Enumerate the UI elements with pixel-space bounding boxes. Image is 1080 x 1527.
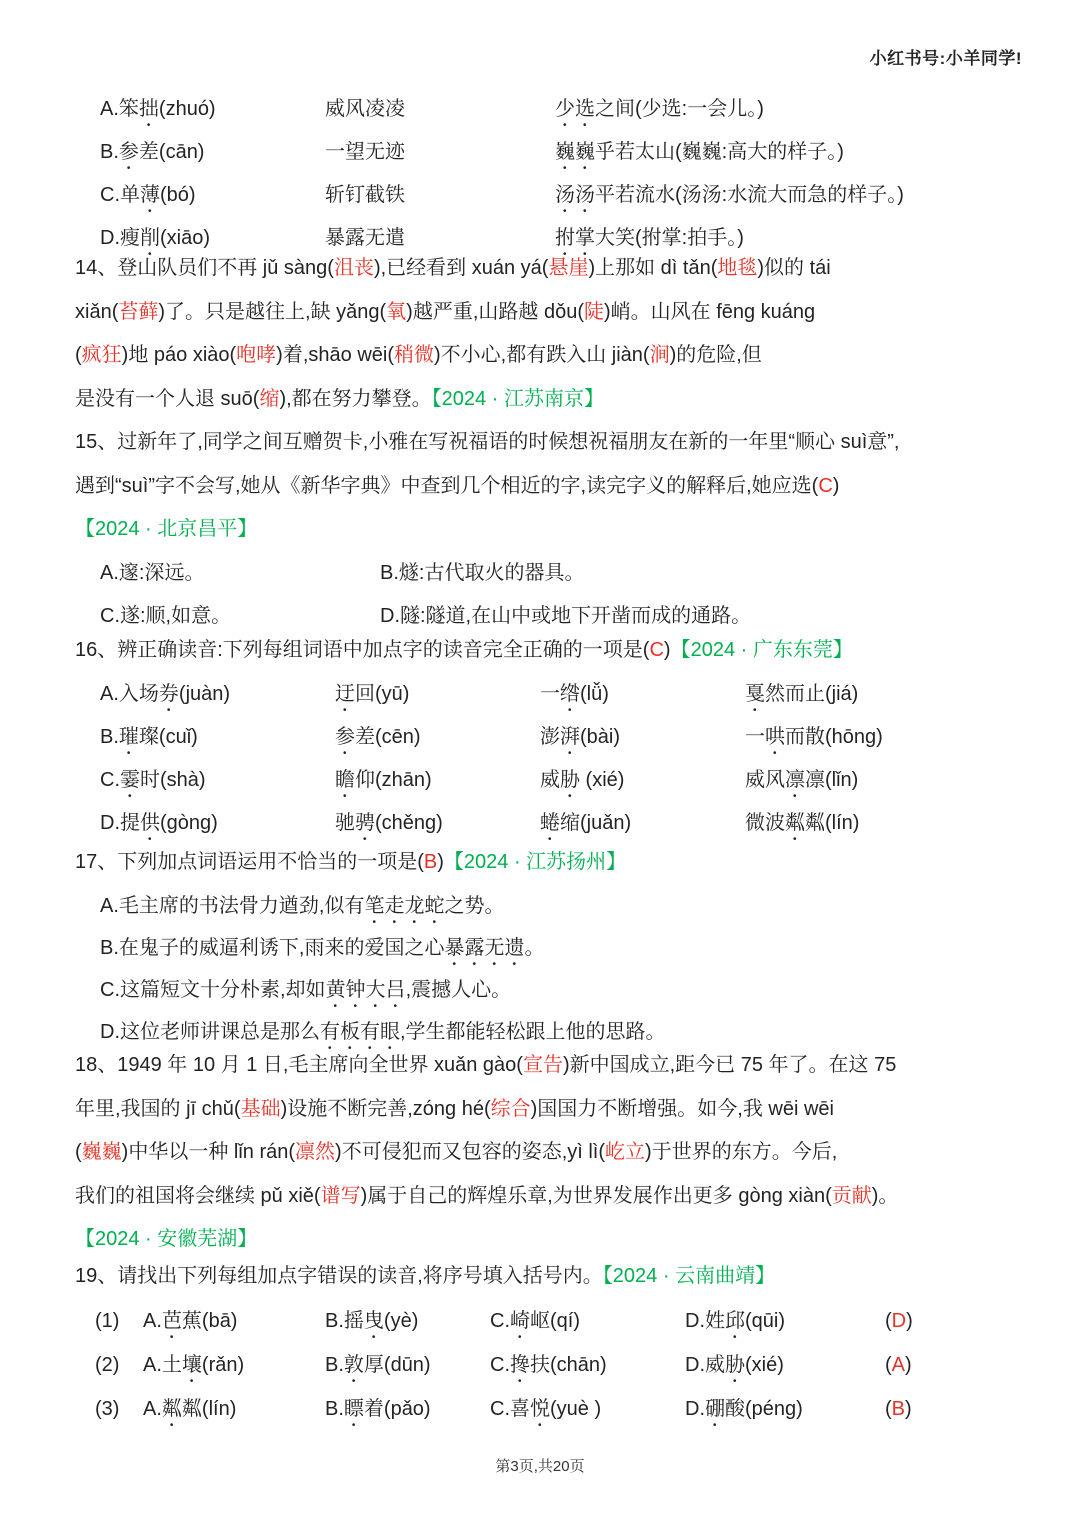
group-number: (2) bbox=[95, 1353, 120, 1376]
text-line: (疯狂)地 páo xiào(咆哮)着,shāo wēi(稍微)不小心,都有跌入山 jiàn(涧)的危险,但 bbox=[75, 344, 762, 366]
option-line-a: A.毛主席的书法骨力遒劲,似有笔走龙蛇之势。 bbox=[100, 894, 505, 917]
question-title: 19、请找出下列每组加点字错误的读音,将序号填入括号内。【2024 · 云南曲靖】 bbox=[75, 1265, 776, 1287]
option-cell: B.璀璨(cuǐ) bbox=[100, 725, 198, 748]
text-line: 18、1949 年 10 月 1 日,毛主席向全世界 xuǎn gào(宣告)新中国成立,距今已 75 年了。在这 75 bbox=[75, 1054, 897, 1076]
option-line-c: C.这篇短文十分朴素,却如黄钟大吕,震撼人心。 bbox=[100, 978, 512, 1001]
group-row-1 bbox=[95, 1299, 1022, 1343]
option-cell: 迂回(yū) bbox=[335, 682, 410, 705]
option-cell: A.邃:深远。 bbox=[100, 561, 205, 584]
text-line: 遇到“suì”字不会写,她从《新华字典》中查到几个相近的字,读完字义的解释后,她应选(C) bbox=[75, 474, 840, 497]
question-17 bbox=[75, 841, 1022, 1053]
option-cell: 拊掌大笑(拊掌:拍手。) bbox=[555, 227, 744, 249]
option-cell: B.瞟着(pǎo) bbox=[325, 1397, 431, 1420]
option-row-b bbox=[100, 716, 1022, 759]
option-cell: 瞻仰(zhān) bbox=[335, 768, 432, 791]
option-cell: D.威胁(xié) bbox=[685, 1353, 784, 1376]
option-cell: 汤汤平若流水(汤汤:水流大而急的样子。) bbox=[555, 184, 904, 206]
option-cell: A.芭蕉(bā) bbox=[143, 1309, 238, 1332]
question-title: 16、辨正确读音:下列每组词语中加点字的读音完全正确的一项是(C)【2024 · 广东东莞】 bbox=[75, 639, 853, 661]
text-line: 15、过新年了,同学之间互赠贺卡,小雅在写祝福语的时候想祝福朋友在新的一年里“顺心 suì意”, bbox=[75, 431, 900, 453]
q17-options bbox=[100, 885, 1022, 1053]
text-line: 年里,我国的 jī chǔ(基础)设施不断完善,zóng hé(综合)国国力不断增强。如今,我 wēi wēi bbox=[75, 1097, 834, 1120]
option-line-b: B.在鬼子的威逼利诱下,雨来的爱国之心暴露无遗。 bbox=[100, 936, 545, 959]
option-cell: D.姓邱(qūi) bbox=[685, 1309, 786, 1332]
option-cell: C.单薄(bó) bbox=[100, 184, 196, 206]
option-row-d bbox=[100, 802, 1022, 845]
option-cell: B.燧:古代取火的器具。 bbox=[380, 561, 585, 584]
option-cell: 威风凛凛(lǐn) bbox=[745, 768, 859, 791]
group-number: (1) bbox=[95, 1309, 120, 1332]
option-cell: C.崎岖(qí) bbox=[490, 1309, 580, 1332]
group-row-3 bbox=[95, 1387, 1022, 1431]
question-title: 17、下列加点词语运用不恰当的一项是(B)【2024 · 江苏扬州】 bbox=[75, 851, 627, 873]
option-cell: 澎湃(bài) bbox=[540, 725, 621, 748]
answer-cell: (D) bbox=[885, 1309, 913, 1332]
option-cell: B.敦厚(dūn) bbox=[325, 1353, 431, 1376]
option-row-a bbox=[100, 88, 1022, 131]
option-row-b bbox=[100, 131, 1022, 174]
q13-options-block bbox=[100, 88, 1022, 260]
option-cell: C.喜悦(yuè ) bbox=[490, 1397, 602, 1420]
page-number-footer: 第3页,共20页 bbox=[495, 1458, 585, 1475]
option-cell: A.粼粼(lín) bbox=[143, 1397, 237, 1420]
option-cell: 戛然而止(jiá) bbox=[745, 682, 859, 705]
xiaohongshu-account-note: 小红书号:小羊同学! bbox=[869, 49, 1022, 68]
question-18 bbox=[75, 1044, 1022, 1262]
option-row-c bbox=[100, 174, 1022, 217]
option-cell: A.入场券(juàn) bbox=[100, 682, 231, 705]
answer-cell: (B) bbox=[885, 1397, 912, 1420]
text-line: 我们的祖国将会继续 pǔ xiě(谱写)属于自己的辉煌乐章,为世界发展作出更多 gòng xiàn(贡献)。 bbox=[75, 1184, 899, 1207]
option-row-a bbox=[100, 673, 1022, 716]
option-cell: 蜷缩(juǎn) bbox=[540, 811, 632, 834]
source-tag: 【2024 · 北京昌平】 bbox=[75, 518, 258, 540]
group-number: (3) bbox=[95, 1397, 120, 1420]
q19-groups bbox=[95, 1299, 1022, 1431]
option-cell: 一望无迹 bbox=[325, 141, 405, 163]
question-14 bbox=[75, 247, 1022, 421]
text-line: 14、登山队员们不再 jǔ sàng(沮丧),已经看到 xuán yá(悬崖)上那如 dì tǎn(地毯)似的 tái bbox=[75, 257, 831, 279]
option-cell: A.土壤(rǎn) bbox=[143, 1353, 245, 1376]
option-cell: C.搀扶(chān) bbox=[490, 1353, 607, 1376]
option-cell: 威风凌凌 bbox=[325, 98, 405, 120]
option-cell: D.隧:隧道,在山中或地下开凿而成的通路。 bbox=[380, 604, 752, 627]
text-line: xiǎn(苔藓)了。只是越往上,缺 yǎng(氧)越严重,山路越 dǒu(陡)峭。山风在 fēng kuáng bbox=[75, 300, 816, 323]
option-cell: 威胁 (xié) bbox=[540, 768, 625, 791]
option-cell: 巍巍乎若太山(巍巍:高大的样子。) bbox=[555, 141, 844, 163]
option-row-c bbox=[100, 759, 1022, 802]
option-cell: 少选之间(少选:一会儿。) bbox=[555, 98, 764, 120]
option-line-d: D.这位老师讲课总是那么有板有眼,学生都能轻松跟上他的思路。 bbox=[100, 1020, 666, 1043]
text-line: (巍巍)中华以一种 lǐn rán(凛然)不可侵犯而又包容的姿态,yì lì(屹立)于世界的东方。今后, bbox=[75, 1141, 838, 1163]
option-cell: 一哄而散(hōng) bbox=[745, 725, 883, 748]
option-cell: 驰骋(chěng) bbox=[335, 811, 443, 834]
answer-cell: (A) bbox=[885, 1353, 912, 1376]
option-cell: 一绺(lǚ) bbox=[540, 682, 609, 705]
option-cell: 参差(cēn) bbox=[335, 725, 421, 748]
option-cell: B.参差(cān) bbox=[100, 141, 205, 163]
group-row-2 bbox=[95, 1343, 1022, 1387]
question-19 bbox=[75, 1255, 1022, 1431]
option-cell: 暴露无遣 bbox=[325, 227, 405, 249]
option-row bbox=[100, 552, 1022, 595]
q15-options bbox=[100, 552, 1022, 638]
option-cell: C.霎时(shà) bbox=[100, 768, 206, 791]
source-tag: 【2024 · 安徽芜湖】 bbox=[75, 1228, 258, 1250]
option-cell: D.硼酸(péng) bbox=[685, 1397, 803, 1420]
option-cell: D.提供(gòng) bbox=[100, 811, 218, 834]
question-15 bbox=[75, 421, 1022, 638]
option-cell: 斩钉截铁 bbox=[325, 184, 405, 206]
text-line: 是没有一个人退 suō(缩),都在努力攀登。【2024 · 江苏南京】 bbox=[75, 387, 604, 410]
option-cell: A.笨拙(zhuó) bbox=[100, 98, 216, 120]
option-cell: D.瘦削(xiāo) bbox=[100, 227, 211, 249]
question-16 bbox=[75, 629, 1022, 845]
option-cell: B.摇曳(yè) bbox=[325, 1309, 419, 1332]
q16-options bbox=[100, 673, 1022, 845]
option-cell: C.遂:顺,如意。 bbox=[100, 604, 232, 627]
option-cell: 微波粼粼(lín) bbox=[745, 811, 860, 834]
